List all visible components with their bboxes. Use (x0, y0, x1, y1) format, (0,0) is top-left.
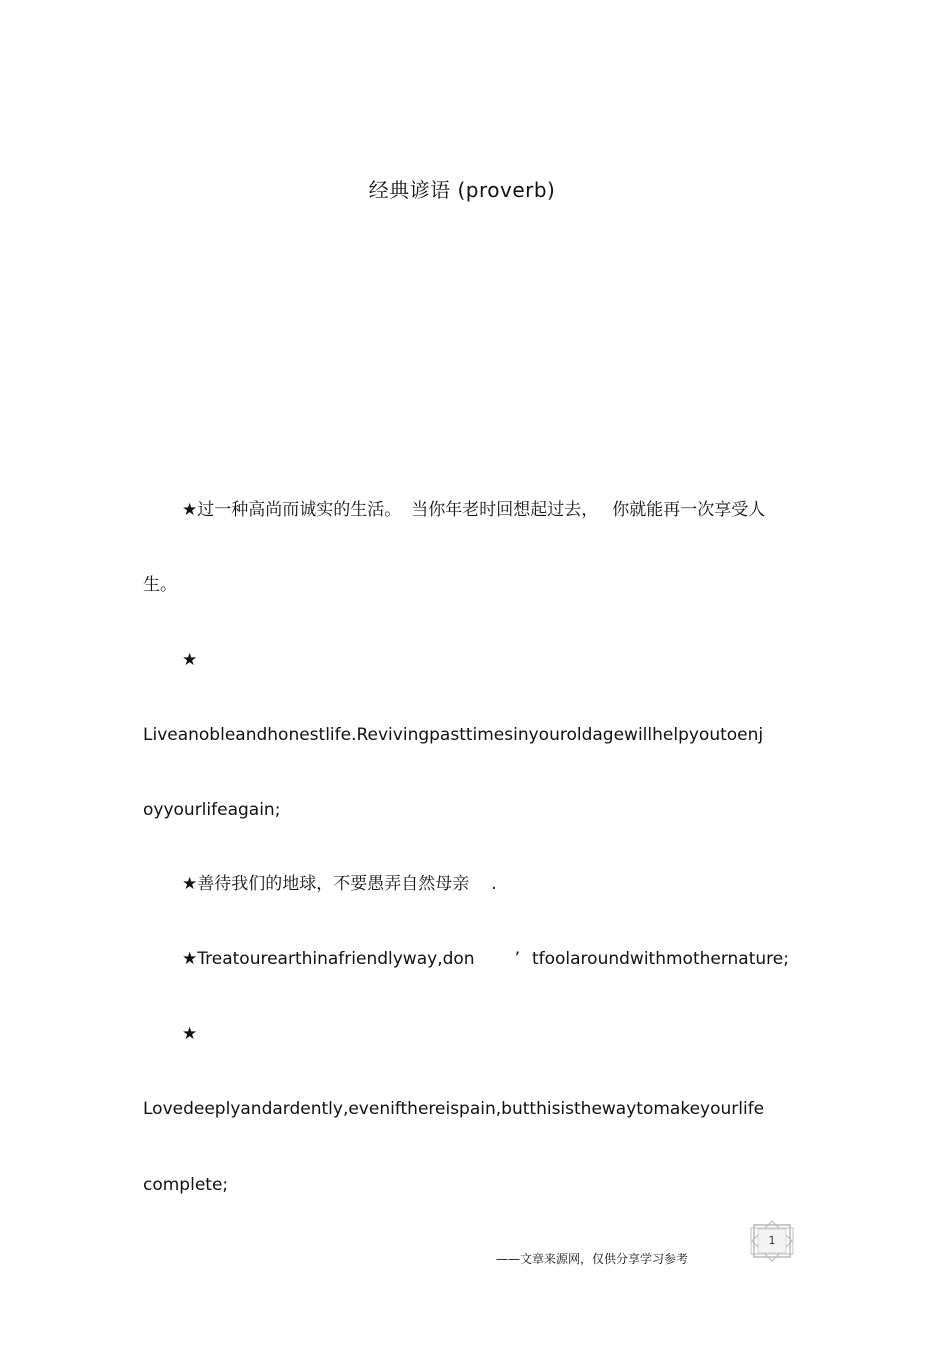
star-bullet-icon: ★ (182, 1024, 198, 1044)
proverb-1-english-continued: oyyourlifeagain; (143, 800, 281, 820)
proverb-1-chinese-part1: 过一种高尚而诚实的生活。 (197, 500, 402, 520)
page-number: 1 (768, 1234, 776, 1247)
proverb-1-chinese-continued: 生。 (143, 575, 177, 595)
star-bullet-icon: ★ (182, 650, 198, 670)
proverb-1-chinese-part2: 当你年老时回想起过去， (411, 500, 599, 520)
star-bullet-icon: ★ (182, 874, 198, 894)
proverb-3-english-continued: complete; (143, 1175, 229, 1195)
proverb-2-english-part1: Treatourearthinafriendlyway,don (197, 949, 475, 969)
proverb-2-english-part2: tfoolaroundwithmothernature; (531, 949, 789, 969)
page-number-badge (748, 1220, 796, 1262)
proverb-2-chinese-period: . (491, 874, 497, 894)
proverb-1-english: Liveanobleandhonestlife.Revivingpasttimesinyouroldagewillhelpyoutoenj (143, 725, 764, 745)
page-title: 经典谚语 (proverb) (368, 178, 556, 202)
proverb-2-chinese-text: 善待我们的地球，不要愚弄自然母亲 (197, 874, 470, 894)
proverb-2-chinese (182, 872, 497, 896)
proverb-1-chinese-part3: 你就能再一次享受人 (612, 500, 766, 520)
proverb-3-english: Lovedeeplyandardently,evenifthereispain,butthisisthewaytomakeyourlife (143, 1099, 765, 1119)
proverb-2-english (182, 947, 789, 971)
footer-source-note: ——文章来源网，仅供分享学习参考 (496, 1252, 689, 1266)
star-bullet-icon: ★ (182, 500, 198, 520)
star-bullet-icon: ★ (182, 949, 198, 969)
proverb-1-chinese (182, 498, 765, 522)
proverb-2-english-apostrophe: ’ (514, 949, 520, 969)
